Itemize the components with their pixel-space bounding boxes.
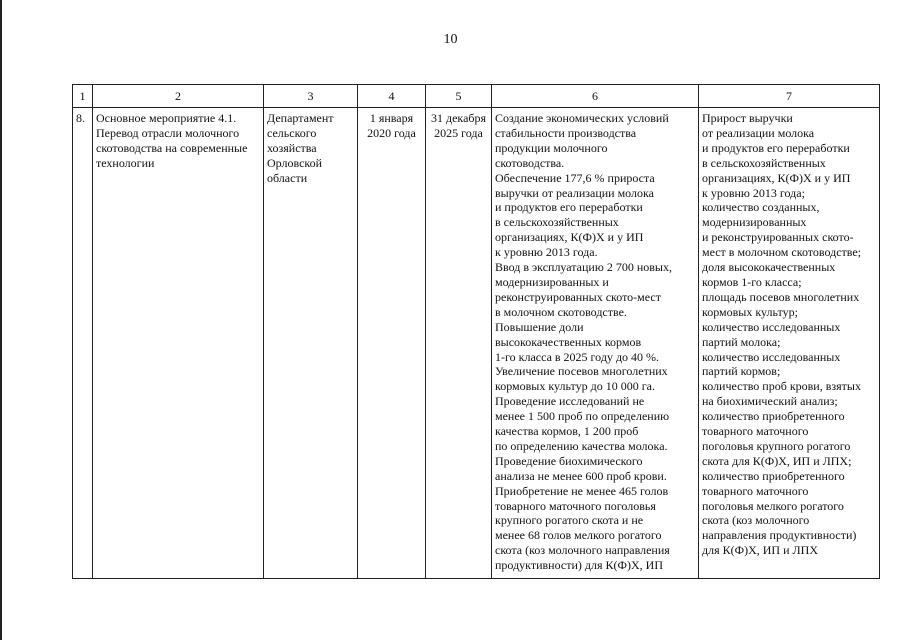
column-number-4: 4 (358, 85, 426, 108)
text-line: кормов 1-го класса; (702, 274, 802, 289)
end-date-cell (426, 108, 492, 579)
text-line: организациях, К(Ф)Х и у ИП (495, 230, 644, 245)
page-left-border (0, 0, 2, 640)
text-line: менее 68 голов мелкого рогатого (495, 528, 662, 543)
text-line: товарного маточного (702, 424, 809, 439)
text-line: Ввод в эксплуатацию 2 700 новых, (495, 260, 672, 275)
text-line: к уровню 2013 года. (495, 245, 598, 260)
text-line: партий молока; (702, 334, 781, 349)
indicators-cell (699, 108, 880, 579)
text-line: технологии (96, 155, 155, 170)
column-number-3: 3 (264, 85, 358, 108)
text-line: количество проб крови, взятых (702, 379, 861, 394)
text-line: области (267, 170, 308, 185)
text-line: партий кормов; (702, 364, 781, 379)
column-number-7: 7 (699, 85, 880, 108)
text-line: количество исследованных (702, 319, 841, 334)
text-line: Проведение биохимического (495, 453, 643, 468)
text-line: хозяйства (267, 140, 317, 155)
row-number-cell: 8. (73, 108, 93, 579)
program-table (72, 84, 880, 579)
text-line: продуктивности) для К(Ф)Х, ИП (495, 558, 663, 573)
text-line: Проведение исследований не (495, 394, 645, 409)
text-line: кормовых культур; (702, 304, 798, 319)
text-line: в молочном скотоводстве. (495, 304, 627, 319)
text-line: от реализации молока (702, 125, 815, 140)
text-line: Приобретение не менее 465 голов (495, 483, 669, 498)
text-line: в сельскохозяйственных (495, 215, 619, 230)
text-line: скота (коз молочного направления (495, 543, 670, 558)
text-line: сельского (267, 125, 317, 140)
text-line: 2020 года (367, 125, 416, 140)
text-line: в сельскохозяйственных (702, 155, 826, 170)
text-line: Создание экономических условий (495, 111, 669, 125)
page-number: 10 (443, 32, 458, 47)
text-line: на биохимический анализ; (702, 394, 838, 409)
text-line: Обеспечение 177,6 % прироста (495, 170, 655, 185)
text-line: скота для К(Ф)Х, ИП и ЛПХ; (702, 453, 852, 468)
expected-results-cell (492, 108, 699, 579)
text-line: количество исследованных (702, 349, 841, 364)
text-line: Прирост выручки (702, 111, 793, 125)
text-line: Департамент (267, 111, 334, 125)
column-number-1: 1 (73, 85, 93, 108)
text-line: высококачественных кормов (495, 334, 642, 349)
text-line: кормовых культур до 10 000 га. (495, 379, 655, 394)
text-line: Повышение доли (495, 319, 584, 334)
start-date-cell (358, 108, 426, 579)
text-line: анализа не менее 600 проб крови. (495, 468, 667, 483)
text-line: Основное мероприятие 4.1. (96, 111, 237, 125)
event-name-cell (93, 108, 264, 579)
text-line: реконструированных ското-мест (495, 289, 661, 304)
text-line: 1 января (369, 111, 414, 125)
text-line: Орловской (267, 155, 323, 170)
column-number-5: 5 (426, 85, 492, 108)
text-line: поголовья крупного рогатого (702, 438, 851, 453)
column-number-2: 2 (93, 85, 264, 108)
text-line: товарного маточного поголовья (495, 498, 656, 513)
text-line: выручки от реализации молока (495, 185, 654, 200)
text-line: для К(Ф)Х, ИП и ЛПХ (702, 543, 818, 558)
text-line: скота (коз молочного (702, 513, 810, 528)
text-line: мест в молочном скотоводстве; (702, 245, 862, 260)
executor-cell (264, 108, 358, 579)
text-line: и продуктов его переработки (702, 140, 850, 155)
text-line: 31 декабря (430, 111, 487, 125)
column-number-row (73, 85, 880, 108)
text-line: направления продуктивности) (702, 528, 857, 543)
text-line: 1-го класса в 2025 году до 40 %. (495, 349, 660, 364)
text-line: менее 1 500 проб по определению (495, 409, 670, 424)
text-line: доля высококачественных (702, 260, 836, 275)
text-line: и реконструированных ското- (702, 230, 854, 245)
text-line: продукции молочного (495, 140, 608, 155)
text-line: и продуктов его переработки (495, 200, 643, 215)
text-line: стабильности производства (495, 125, 637, 140)
text-line: количество приобретенного (702, 409, 845, 424)
text-line: площадь посевов многолетних (702, 289, 860, 304)
text-line: модернизированных и (495, 274, 609, 289)
text-line: Увеличение посевов многолетних (495, 364, 668, 379)
text-line: организациях, К(Ф)Х и у ИП (702, 170, 851, 185)
text-line: к уровню 2013 года; (702, 185, 805, 200)
text-line: качества кормов, 1 200 проб (495, 424, 639, 439)
text-line: скотоводства. (495, 155, 565, 170)
text-line: количество приобретенного (702, 468, 845, 483)
text-line: крупного рогатого скота и не (495, 513, 644, 528)
text-line: скотоводства на современные (96, 140, 248, 155)
text-line: количество созданных, (702, 200, 820, 215)
text-line: модернизированных (702, 215, 807, 230)
column-number-6: 6 (492, 85, 699, 108)
text-line: поголовья мелкого рогатого (702, 498, 844, 513)
text-line: 2025 года (434, 125, 483, 140)
table-row (73, 108, 880, 579)
text-line: Перевод отрасли молочного (96, 125, 240, 140)
text-line: по определению качества молока. (495, 438, 668, 453)
text-line: товарного маточного (702, 483, 809, 498)
